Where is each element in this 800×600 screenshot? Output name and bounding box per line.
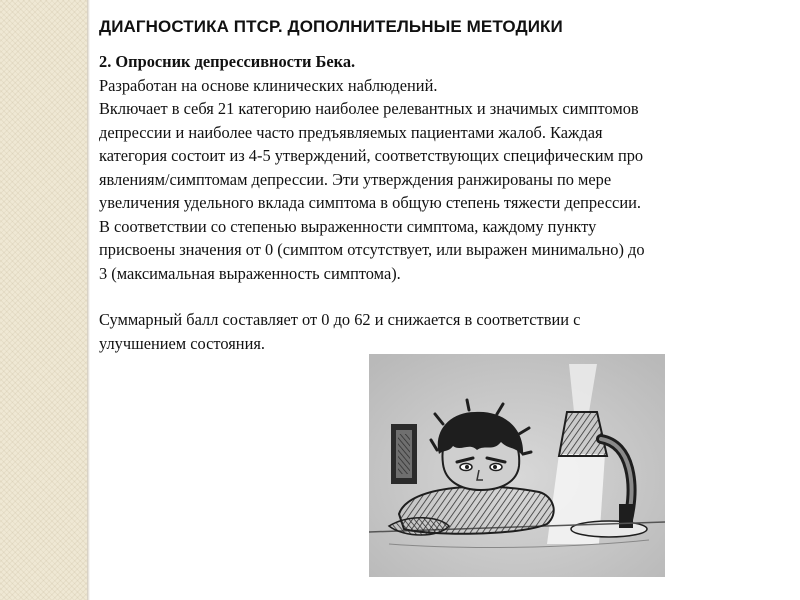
description-line: явлениям/симптомам депрессии. Эти утверждения ранжированы по мере xyxy=(99,169,612,189)
description-line: увеличения удельного вклада симптома в общую степень тяжести депрессии. xyxy=(99,193,641,212)
description-line: В соответствии со степенью выраженности симптома, каждому пункту xyxy=(99,216,597,236)
description-line: депрессии и наиболее часто предъявляемых пациентами жалоб. Каждая xyxy=(99,122,603,142)
beck-inventory-section xyxy=(99,50,779,355)
description-line: 3 (максимальная выраженность симптома). xyxy=(99,263,401,283)
section-heading: 2. Опросник депрессивности Бека. xyxy=(99,52,356,71)
description-text xyxy=(99,97,779,285)
intro-text: Разработан на основе клинических наблюдений. xyxy=(99,75,438,95)
slide-content xyxy=(99,14,779,355)
summary-line: Суммарный балл составляет от 0 до 62 и снижается в соответствии с xyxy=(99,310,581,329)
summary-line: улучшением состояния. xyxy=(99,333,265,353)
decorative-side-band xyxy=(0,0,87,600)
description-line: Включает в себя 21 категорию наиболее релевантных и значимых симптомов xyxy=(99,99,639,118)
description-line: категория состоит из 4-5 утверждений, соответствующих специфическим про xyxy=(99,146,644,165)
depressed-person-illustration xyxy=(369,354,665,577)
description-line: присвоены значения от 0 (симптом отсутствует, или выражен минимально) до xyxy=(99,240,645,259)
slide-title: ДИАГНОСТИКА ПТСР. ДОПОЛНИТЕЛЬНЫЕ МЕТОДИКИ xyxy=(99,17,563,36)
summary-text xyxy=(99,308,779,355)
paragraph-gap xyxy=(99,285,779,308)
depressed-person-with-lamp-icon xyxy=(369,354,665,577)
